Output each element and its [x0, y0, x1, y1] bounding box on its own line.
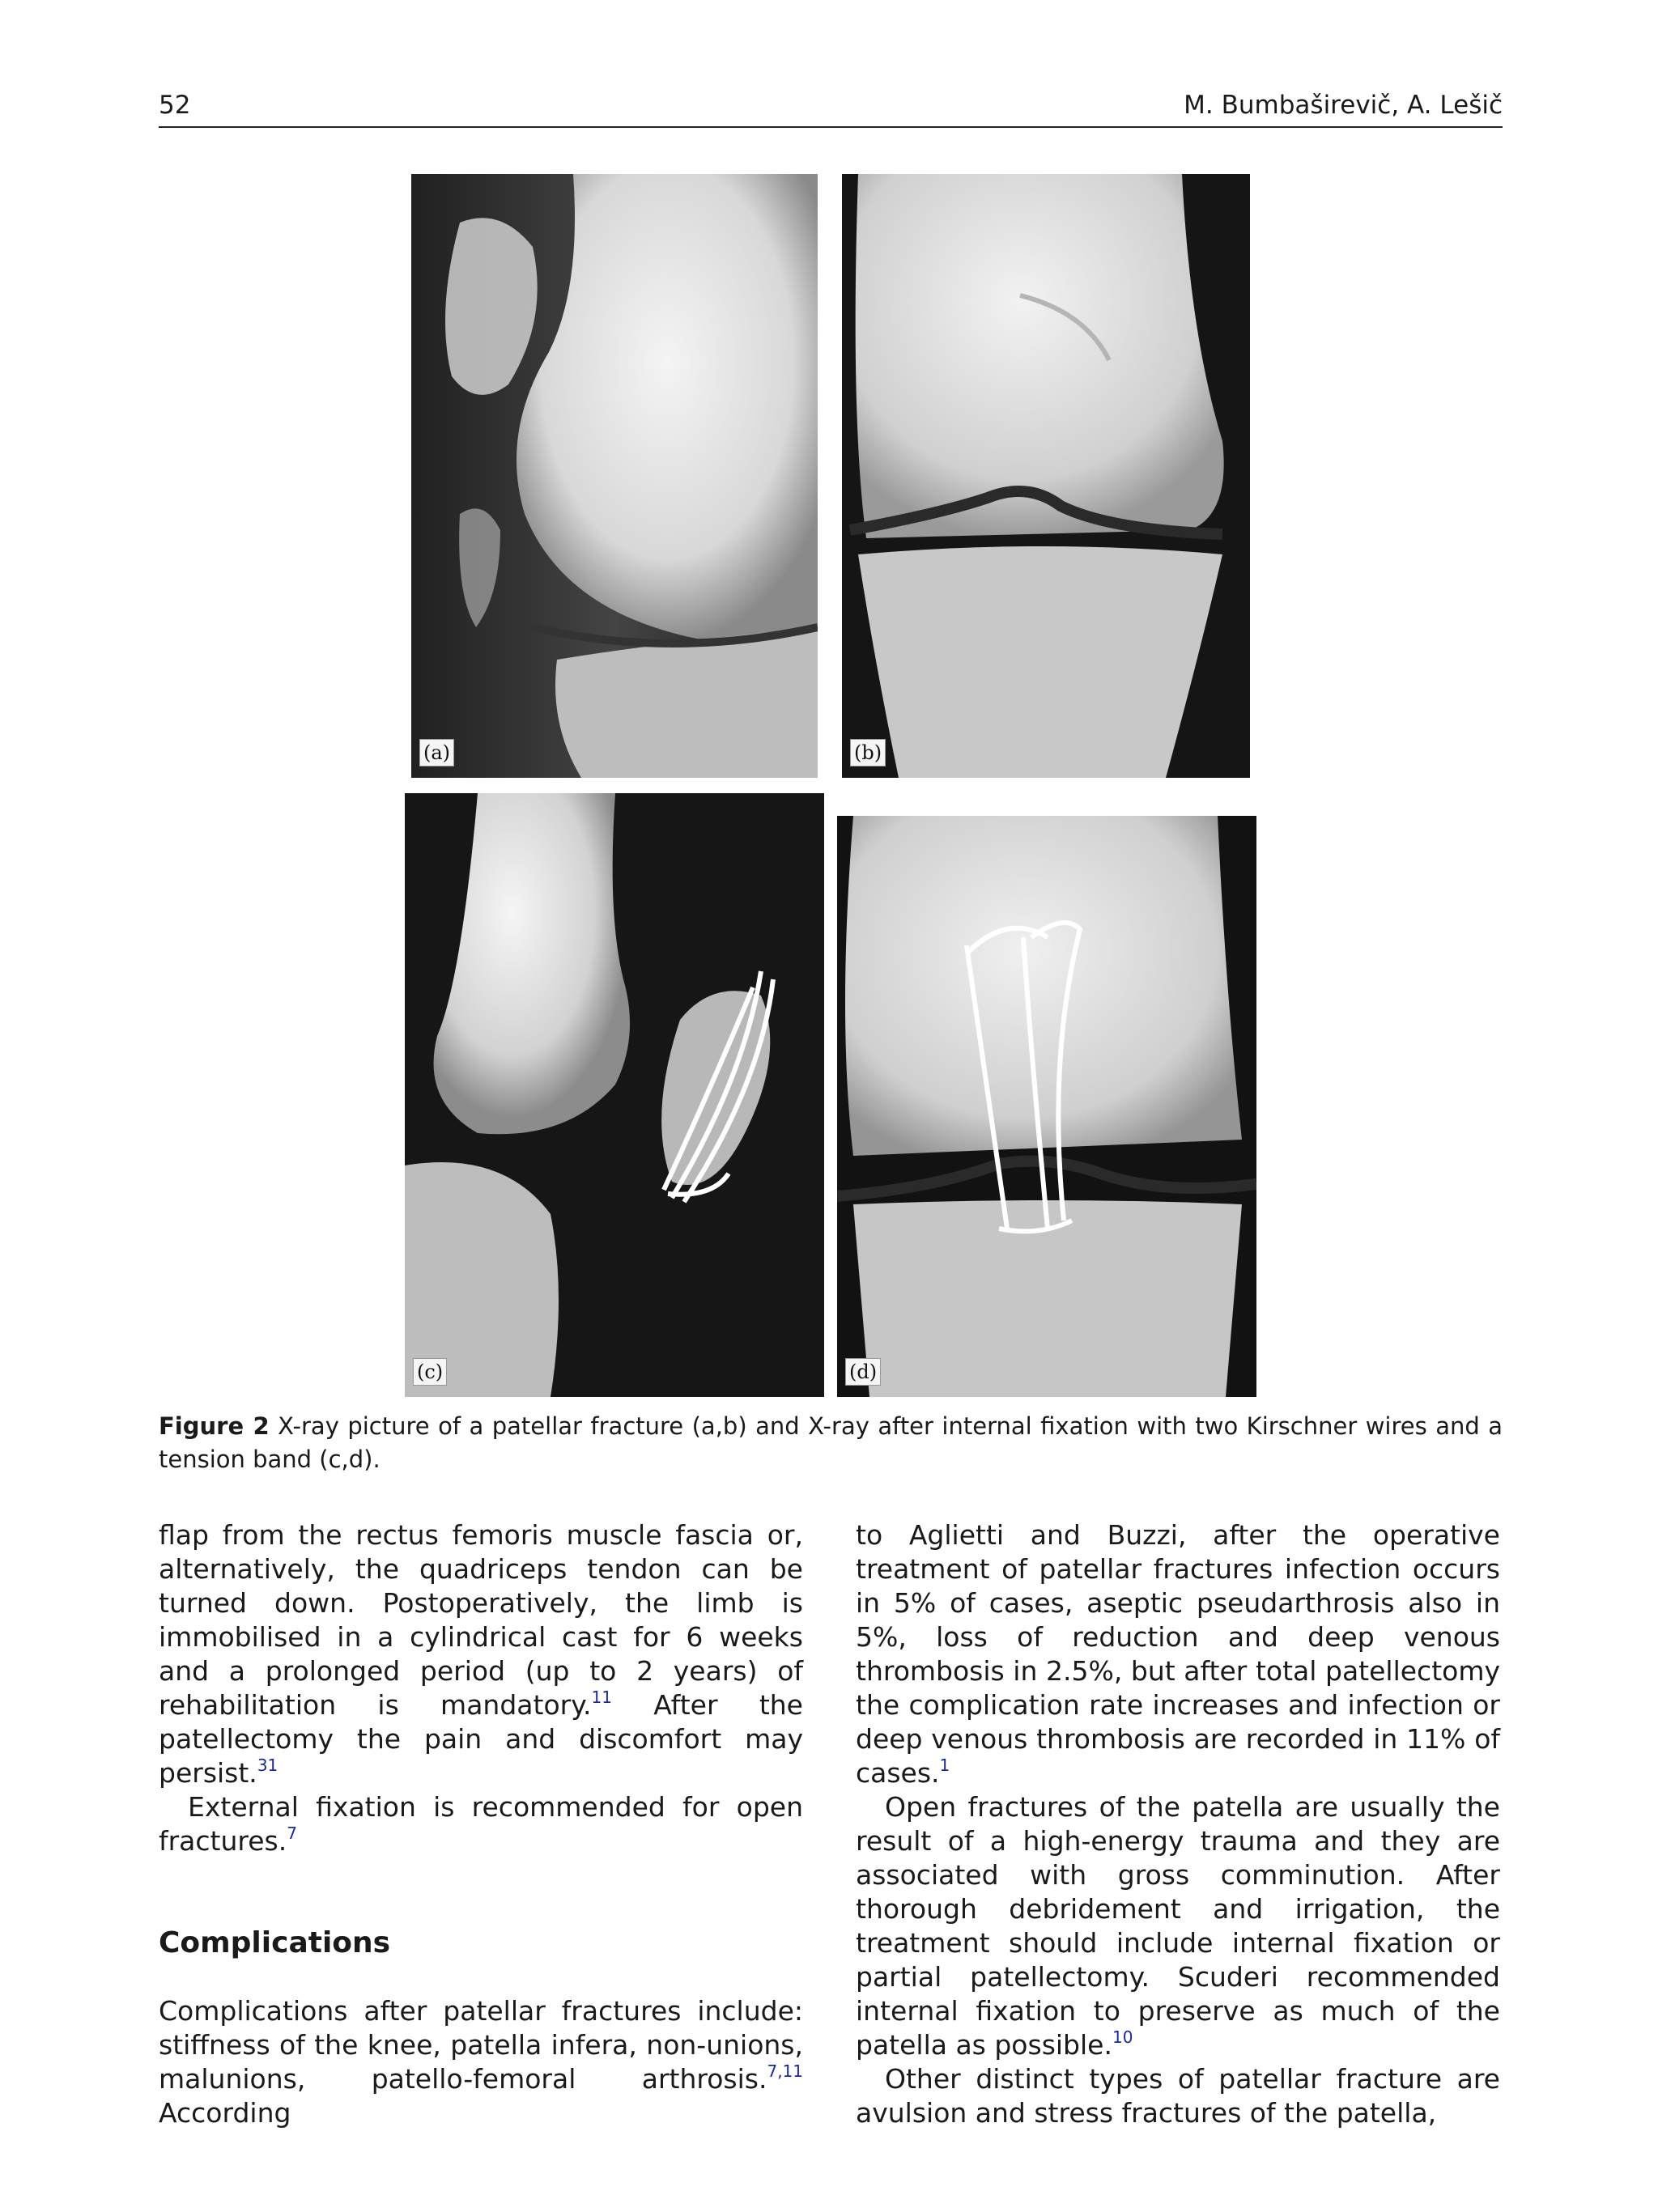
xray-image-a [411, 174, 818, 778]
xray-panel-a [411, 174, 818, 778]
citation-link[interactable]: 11 [591, 1688, 612, 1707]
paragraph: flap from the rectus femoris muscle fascia or, alternatively, the quadriceps tendon can be turned down. Postoperatively, the limb is immobilised in a cylindrical cast for 6 weeks and a prolonged period (up to 2 years) of rehabilitation is mandatory.$^{11}$ After the patellectomy the pain and discomfort may persist.$^{31}$ [159, 1519, 803, 1789]
running-header [159, 89, 1503, 128]
citation-link[interactable]: 31 [257, 1756, 278, 1775]
xray-panel-c [405, 793, 824, 1397]
citation-link[interactable]: 10 [1112, 2027, 1133, 2047]
caption-label: Figure 2 [159, 1412, 270, 1440]
panel-label-b: (b) [850, 739, 886, 766]
paragraph: External fixation is recommended for open fractures.$^7$ [159, 1791, 803, 1857]
section-heading: Complications [159, 1926, 391, 1959]
citation-link[interactable]: 7,11 [767, 2061, 803, 2081]
xray-image-d [837, 816, 1256, 1397]
figure-caption [159, 1410, 1503, 1476]
paragraph: Complications after patellar fractures include: stiffness of the knee, patella infera, non-unions, malunions, patello-femoral arthrosis.$^{7,11}$ According [159, 1995, 803, 2129]
paragraph: Other distinct types of patellar fracture are avulsion and stress fractures of the patella, [856, 2063, 1500, 2129]
panel-label-c: (c) [413, 1358, 447, 1386]
page-number: 52 [159, 91, 191, 120]
right-column [856, 1518, 1500, 2130]
xray-image-b [842, 174, 1250, 778]
paragraph: to Aglietti and Buzzi, after the operative treatment of patellar fractures infection occurs in 5% of cases, aseptic pseudarthrosis also in 5%, loss of reduction and deep venous thrombosis in 2.5%, but after total patellectomy the complication rate increases and infection or deep venous thrombosis are recorded in 11% of cases.$^1$ [856, 1519, 1500, 1789]
running-authors: M. Bumbaširevič, A. Lešič [1184, 91, 1503, 120]
panel-label-d: (d) [845, 1358, 881, 1386]
xray-panel-b [842, 174, 1250, 778]
left-column [159, 1518, 803, 2130]
xray-image-c [405, 793, 824, 1397]
panel-label-a: (a) [419, 739, 454, 766]
paragraph: Open fractures of the patella are usually the result of a high-energy trauma and they are associated with gross comminution. After thorough debridement and irrigation, the treatment should include internal fixation or partial patellectomy. Scuderi recommended internal fixation to preserve as much of the patella as possible.$^{10}$ [856, 1791, 1500, 2061]
caption-text: X-ray picture of a patellar fracture (a,b) and X-ray after internal fixation with two Kirschner wires and a tension band (c,d). [159, 1412, 1503, 1473]
citation-link[interactable]: 1 [939, 1756, 950, 1775]
citation-link[interactable]: 7 [287, 1824, 297, 1843]
xray-panel-d [837, 816, 1256, 1397]
